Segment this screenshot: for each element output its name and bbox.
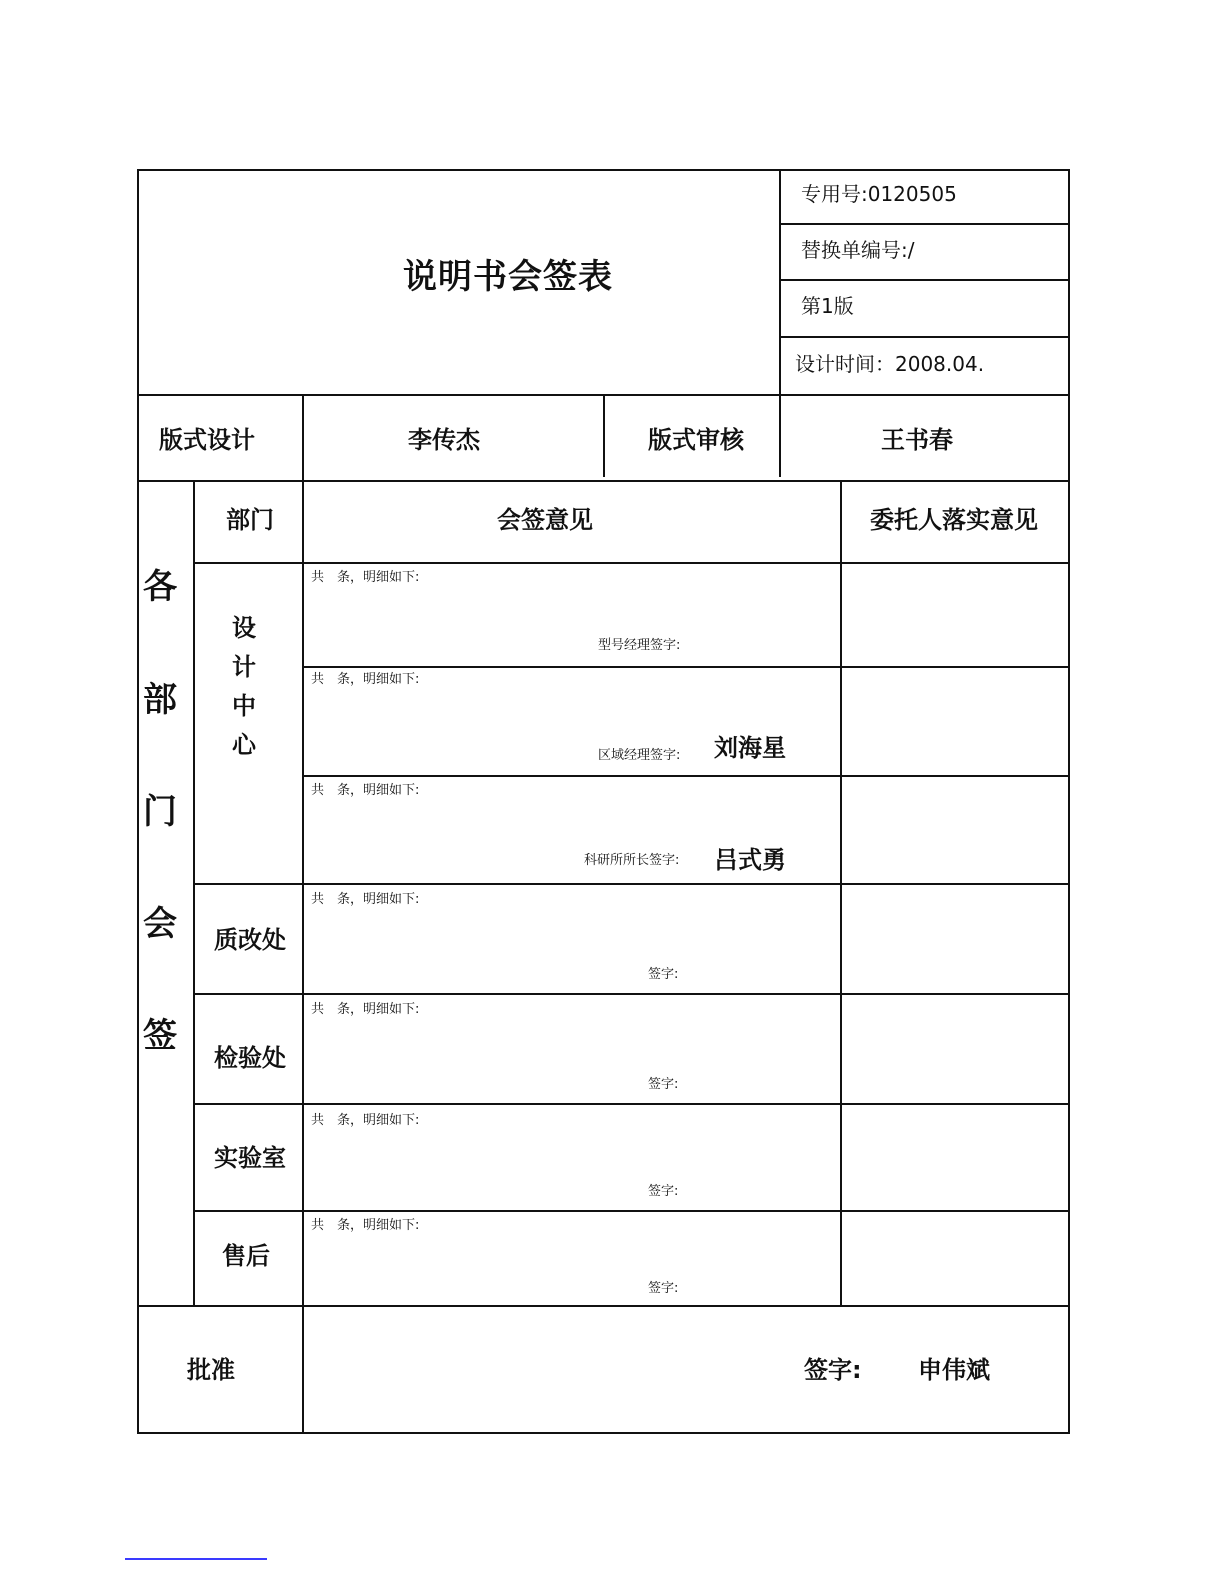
side-label-char: 门 — [143, 792, 177, 832]
col-opinion-header: 会签意见 — [497, 506, 593, 534]
opinion-text: 共 条，明细如下: — [311, 570, 420, 585]
dept-design-center — [232, 616, 256, 757]
replacement-number: 替换单编号:/ — [801, 238, 915, 262]
sign-label: 区域经理签字: — [598, 748, 681, 763]
layout-review-label: 版式审核 — [648, 426, 744, 454]
special-number: 专用号:0120505 — [801, 182, 957, 206]
approval-sign-label: 签字: — [804, 1356, 862, 1384]
dept-quality: 质改处 — [214, 926, 286, 954]
form-title: 说明书会签表 — [403, 257, 613, 297]
approval-label: 批准 — [187, 1356, 235, 1384]
opinion-text: 共 条，明细如下: — [311, 783, 420, 798]
dept-char: 中 — [232, 692, 256, 720]
opinion-text: 共 条，明细如下: — [311, 1218, 420, 1233]
countersign-form — [137, 169, 1070, 1434]
opinion-text: 共 条，明细如下: — [311, 1113, 420, 1128]
layout-design-label: 版式设计 — [159, 426, 255, 454]
sign-label: 签字: — [648, 1281, 679, 1296]
signer-name: 吕式勇 — [714, 846, 786, 874]
side-label-char: 各 — [143, 567, 177, 607]
layout-designer: 李传杰 — [408, 426, 480, 454]
side-label-char: 会 — [143, 904, 177, 944]
dept-char: 设 — [232, 614, 256, 642]
sign-label: 签字: — [648, 1077, 679, 1092]
dept-inspection: 检验处 — [214, 1044, 286, 1072]
approval-signer: 申伟斌 — [918, 1356, 990, 1384]
sign-label: 型号经理签字: — [598, 638, 681, 653]
dept-aftersales: 售后 — [222, 1242, 270, 1270]
edition: 第1版 — [801, 294, 854, 318]
dept-char: 计 — [232, 653, 256, 681]
design-time: 设计时间：2008.04. — [795, 352, 985, 376]
sign-label: 科研所所长签字: — [584, 853, 680, 868]
dept-laboratory: 实验室 — [214, 1144, 286, 1172]
col-entrust-header: 委托人落实意见 — [870, 506, 1038, 534]
dept-char: 心 — [232, 731, 256, 759]
col-dept-header: 部门 — [226, 506, 274, 534]
opinion-text: 共 条，明细如下: — [311, 892, 420, 907]
layout-reviewer: 王书春 — [881, 426, 953, 454]
opinion-text: 共 条，明细如下: — [311, 672, 420, 687]
side-label-char: 签 — [143, 1016, 177, 1056]
side-label-char: 部 — [143, 680, 177, 720]
opinion-text: 共 条，明细如下: — [311, 1002, 420, 1017]
signer-name: 刘海星 — [714, 734, 786, 762]
footer-link-underline — [125, 1558, 267, 1560]
sign-label: 签字: — [648, 967, 679, 982]
sign-label: 签字: — [648, 1184, 679, 1199]
